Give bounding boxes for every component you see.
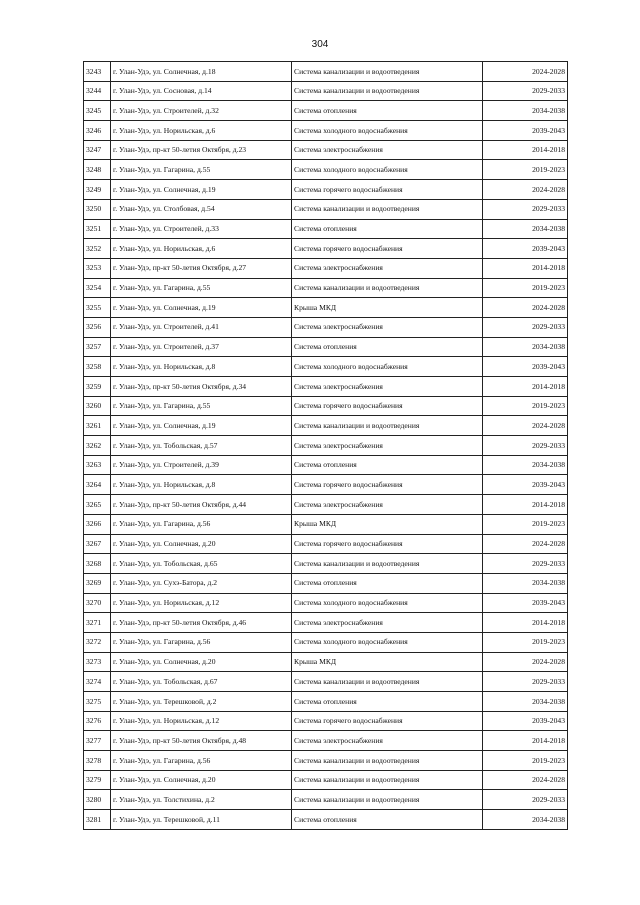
table-row <box>84 692 568 712</box>
system-cell: Система канализации и водоотведения <box>292 81 483 101</box>
row-number-cell: 3262 <box>84 436 111 456</box>
period-cell: 2014-2018 <box>483 731 568 751</box>
row-number-cell: 3276 <box>84 711 111 731</box>
system-cell: Система электроснабжения <box>292 377 483 397</box>
table-row <box>84 554 568 574</box>
table-row <box>84 534 568 554</box>
system-cell: Система отопления <box>292 573 483 593</box>
row-number-cell: 3253 <box>84 258 111 278</box>
system-cell: Система канализации и водоотведения <box>292 416 483 436</box>
table-row <box>84 81 568 101</box>
system-cell: Система отопления <box>292 455 483 475</box>
row-number-cell: 3265 <box>84 495 111 515</box>
address-cell: г. Улан-Удэ, ул. Сухэ-Батора, д.2 <box>111 573 292 593</box>
system-cell: Система канализации и водоотведения <box>292 790 483 810</box>
row-number-cell: 3251 <box>84 219 111 239</box>
table-row <box>84 790 568 810</box>
address-cell: г. Улан-Удэ, пр-кт 50-летия Октября, д.23 <box>111 140 292 160</box>
period-cell: 2039-2043 <box>483 593 568 613</box>
table-row <box>84 180 568 200</box>
address-cell: г. Улан-Удэ, ул. Солнечная, д.18 <box>111 62 292 82</box>
system-cell: Система электроснабжения <box>292 140 483 160</box>
table-row <box>84 199 568 219</box>
address-cell: г. Улан-Удэ, пр-кт 50-летия Октября, д.44 <box>111 495 292 515</box>
address-cell: г. Улан-Удэ, ул. Солнечная, д.19 <box>111 416 292 436</box>
address-cell: г. Улан-Удэ, ул. Тобольская, д.57 <box>111 436 292 456</box>
table-row <box>84 396 568 416</box>
period-cell: 2014-2018 <box>483 495 568 515</box>
period-cell: 2029-2033 <box>483 790 568 810</box>
row-number-cell: 3266 <box>84 514 111 534</box>
system-cell: Крыша МКД <box>292 514 483 534</box>
address-cell: г. Улан-Удэ, ул. Толстихина, д.2 <box>111 790 292 810</box>
row-number-cell: 3274 <box>84 672 111 692</box>
system-cell: Система канализации и водоотведения <box>292 672 483 692</box>
period-cell: 2034-2038 <box>483 455 568 475</box>
address-cell: г. Улан-Удэ, ул. Гагарина, д.55 <box>111 278 292 298</box>
system-cell: Система горячего водоснабжения <box>292 396 483 416</box>
period-cell: 2024-2028 <box>483 652 568 672</box>
row-number-cell: 3279 <box>84 770 111 790</box>
registry-table-body <box>84 62 568 830</box>
period-cell: 2024-2028 <box>483 298 568 318</box>
registry-table <box>83 61 568 830</box>
period-cell: 2029-2033 <box>483 554 568 574</box>
row-number-cell: 3245 <box>84 101 111 121</box>
period-cell: 2034-2038 <box>483 573 568 593</box>
table-row <box>84 337 568 357</box>
period-cell: 2019-2023 <box>483 751 568 771</box>
address-cell: г. Улан-Удэ, ул. Терешковой, д.2 <box>111 692 292 712</box>
period-cell: 2039-2043 <box>483 357 568 377</box>
system-cell: Система электроснабжения <box>292 317 483 337</box>
table-row <box>84 495 568 515</box>
period-cell: 2029-2033 <box>483 199 568 219</box>
row-number-cell: 3261 <box>84 416 111 436</box>
table-row <box>84 357 568 377</box>
period-cell: 2019-2023 <box>483 632 568 652</box>
system-cell: Система холодного водоснабжения <box>292 593 483 613</box>
address-cell: г. Улан-Удэ, ул. Гагарина, д.56 <box>111 632 292 652</box>
row-number-cell: 3269 <box>84 573 111 593</box>
system-cell: Система электроснабжения <box>292 495 483 515</box>
table-row <box>84 140 568 160</box>
row-number-cell: 3256 <box>84 317 111 337</box>
table-row <box>84 770 568 790</box>
row-number-cell: 3257 <box>84 337 111 357</box>
table-row <box>84 751 568 771</box>
row-number-cell: 3260 <box>84 396 111 416</box>
table-row <box>84 121 568 141</box>
period-cell: 2034-2038 <box>483 337 568 357</box>
system-cell: Система отопления <box>292 692 483 712</box>
row-number-cell: 3272 <box>84 632 111 652</box>
system-cell: Система канализации и водоотведения <box>292 770 483 790</box>
address-cell: г. Улан-Удэ, ул. Солнечная, д.19 <box>111 180 292 200</box>
table-row <box>84 317 568 337</box>
address-cell: г. Улан-Удэ, ул. Гагарина, д.55 <box>111 396 292 416</box>
period-cell: 2014-2018 <box>483 377 568 397</box>
table-row <box>84 436 568 456</box>
row-number-cell: 3246 <box>84 121 111 141</box>
address-cell: г. Улан-Удэ, ул. Строителей, д.32 <box>111 101 292 121</box>
period-cell: 2024-2028 <box>483 180 568 200</box>
table-row <box>84 258 568 278</box>
period-cell: 2029-2033 <box>483 672 568 692</box>
address-cell: г. Улан-Удэ, ул. Солнечная, д.19 <box>111 298 292 318</box>
address-cell: г. Улан-Удэ, ул. Тобольская, д.67 <box>111 672 292 692</box>
address-cell: г. Улан-Удэ, ул. Норильская, д.12 <box>111 711 292 731</box>
table-row <box>84 514 568 534</box>
table-row <box>84 632 568 652</box>
address-cell: г. Улан-Удэ, ул. Строителей, д.41 <box>111 317 292 337</box>
row-number-cell: 3267 <box>84 534 111 554</box>
address-cell: г. Улан-Удэ, ул. Гагарина, д.56 <box>111 514 292 534</box>
table-row <box>84 731 568 751</box>
system-cell: Система электроснабжения <box>292 436 483 456</box>
table-row <box>84 455 568 475</box>
address-cell: г. Улан-Удэ, пр-кт 50-летия Октября, д.46 <box>111 613 292 633</box>
system-cell: Система холодного водоснабжения <box>292 160 483 180</box>
table-row <box>84 672 568 692</box>
table-row <box>84 278 568 298</box>
period-cell: 2024-2028 <box>483 770 568 790</box>
system-cell: Система канализации и водоотведения <box>292 62 483 82</box>
period-cell: 2014-2018 <box>483 140 568 160</box>
row-number-cell: 3268 <box>84 554 111 574</box>
row-number-cell: 3247 <box>84 140 111 160</box>
row-number-cell: 3263 <box>84 455 111 475</box>
row-number-cell: 3259 <box>84 377 111 397</box>
address-cell: г. Улан-Удэ, пр-кт 50-летия Октября, д.27 <box>111 258 292 278</box>
system-cell: Система канализации и водоотведения <box>292 199 483 219</box>
period-cell: 2034-2038 <box>483 101 568 121</box>
table-row <box>84 377 568 397</box>
row-number-cell: 3244 <box>84 81 111 101</box>
period-cell: 2034-2038 <box>483 692 568 712</box>
table-row <box>84 160 568 180</box>
table-row <box>84 613 568 633</box>
row-number-cell: 3277 <box>84 731 111 751</box>
period-cell: 2029-2033 <box>483 317 568 337</box>
address-cell: г. Улан-Удэ, ул. Тобольская, д.65 <box>111 554 292 574</box>
address-cell: г. Улан-Удэ, ул. Солнечная, д.20 <box>111 652 292 672</box>
address-cell: г. Улан-Удэ, ул. Столбовая, д.54 <box>111 199 292 219</box>
period-cell: 2039-2043 <box>483 121 568 141</box>
period-cell: 2039-2043 <box>483 475 568 495</box>
period-cell: 2039-2043 <box>483 711 568 731</box>
row-number-cell: 3271 <box>84 613 111 633</box>
address-cell: г. Улан-Удэ, ул. Норильская, д.8 <box>111 475 292 495</box>
row-number-cell: 3275 <box>84 692 111 712</box>
period-cell: 2019-2023 <box>483 278 568 298</box>
row-number-cell: 3281 <box>84 810 111 830</box>
address-cell: г. Улан-Удэ, ул. Строителей, д.39 <box>111 455 292 475</box>
table-row <box>84 711 568 731</box>
table-row <box>84 475 568 495</box>
system-cell: Система горячего водоснабжения <box>292 475 483 495</box>
period-cell: 2034-2038 <box>483 810 568 830</box>
address-cell: г. Улан-Удэ, ул. Гагарина, д.55 <box>111 160 292 180</box>
address-cell: г. Улан-Удэ, ул. Норильская, д.6 <box>111 239 292 259</box>
system-cell: Система отопления <box>292 337 483 357</box>
period-cell: 2019-2023 <box>483 514 568 534</box>
table-row <box>84 298 568 318</box>
table-row <box>84 593 568 613</box>
row-number-cell: 3273 <box>84 652 111 672</box>
system-cell: Система холодного водоснабжения <box>292 121 483 141</box>
period-cell: 2019-2023 <box>483 396 568 416</box>
address-cell: г. Улан-Удэ, ул. Норильская, д.12 <box>111 593 292 613</box>
address-cell: г. Улан-Удэ, ул. Строителей, д.37 <box>111 337 292 357</box>
system-cell: Система электроснабжения <box>292 258 483 278</box>
address-cell: г. Улан-Удэ, ул. Норильская, д.8 <box>111 357 292 377</box>
period-cell: 2029-2033 <box>483 81 568 101</box>
period-cell: 2024-2028 <box>483 62 568 82</box>
address-cell: г. Улан-Удэ, ул. Сосновая, д.14 <box>111 81 292 101</box>
system-cell: Система отопления <box>292 101 483 121</box>
period-cell: 2024-2028 <box>483 534 568 554</box>
system-cell: Система горячего водоснабжения <box>292 239 483 259</box>
page-number: 304 <box>311 39 329 50</box>
table-row <box>84 573 568 593</box>
row-number-cell: 3278 <box>84 751 111 771</box>
table-row <box>84 62 568 82</box>
system-cell: Система электроснабжения <box>292 613 483 633</box>
system-cell: Система электроснабжения <box>292 731 483 751</box>
system-cell: Система канализации и водоотведения <box>292 554 483 574</box>
row-number-cell: 3249 <box>84 180 111 200</box>
address-cell: г. Улан-Удэ, пр-кт 50-летия Октября, д.48 <box>111 731 292 751</box>
address-cell: г. Улан-Удэ, ул. Солнечная, д.20 <box>111 534 292 554</box>
period-cell: 2029-2033 <box>483 436 568 456</box>
address-cell: г. Улан-Удэ, ул. Строителей, д.33 <box>111 219 292 239</box>
period-cell: 2024-2028 <box>483 416 568 436</box>
period-cell: 2039-2043 <box>483 239 568 259</box>
address-cell: г. Улан-Удэ, ул. Солнечная, д.20 <box>111 770 292 790</box>
system-cell: Система холодного водоснабжения <box>292 632 483 652</box>
system-cell: Система горячего водоснабжения <box>292 180 483 200</box>
table-row <box>84 239 568 259</box>
system-cell: Крыша МКД <box>292 298 483 318</box>
period-cell: 2034-2038 <box>483 219 568 239</box>
period-cell: 2019-2023 <box>483 160 568 180</box>
system-cell: Система отопления <box>292 810 483 830</box>
period-cell: 2014-2018 <box>483 613 568 633</box>
table-row <box>84 101 568 121</box>
system-cell: Система отопления <box>292 219 483 239</box>
row-number-cell: 3254 <box>84 278 111 298</box>
row-number-cell: 3280 <box>84 790 111 810</box>
address-cell: г. Улан-Удэ, пр-кт 50-летия Октября, д.34 <box>111 377 292 397</box>
row-number-cell: 3248 <box>84 160 111 180</box>
row-number-cell: 3270 <box>84 593 111 613</box>
system-cell: Система холодного водоснабжения <box>292 357 483 377</box>
system-cell: Система горячего водоснабжения <box>292 534 483 554</box>
table-row <box>84 416 568 436</box>
table-row <box>84 810 568 830</box>
period-cell: 2014-2018 <box>483 258 568 278</box>
row-number-cell: 3255 <box>84 298 111 318</box>
row-number-cell: 3252 <box>84 239 111 259</box>
row-number-cell: 3264 <box>84 475 111 495</box>
row-number-cell: 3243 <box>84 62 111 82</box>
table-row <box>84 652 568 672</box>
address-cell: г. Улан-Удэ, ул. Терешковой, д.11 <box>111 810 292 830</box>
table-row <box>84 219 568 239</box>
row-number-cell: 3258 <box>84 357 111 377</box>
system-cell: Система горячего водоснабжения <box>292 711 483 731</box>
address-cell: г. Улан-Удэ, ул. Норильская, д.6 <box>111 121 292 141</box>
row-number-cell: 3250 <box>84 199 111 219</box>
system-cell: Крыша МКД <box>292 652 483 672</box>
system-cell: Система канализации и водоотведения <box>292 751 483 771</box>
address-cell: г. Улан-Удэ, ул. Гагарина, д.56 <box>111 751 292 771</box>
system-cell: Система канализации и водоотведения <box>292 278 483 298</box>
